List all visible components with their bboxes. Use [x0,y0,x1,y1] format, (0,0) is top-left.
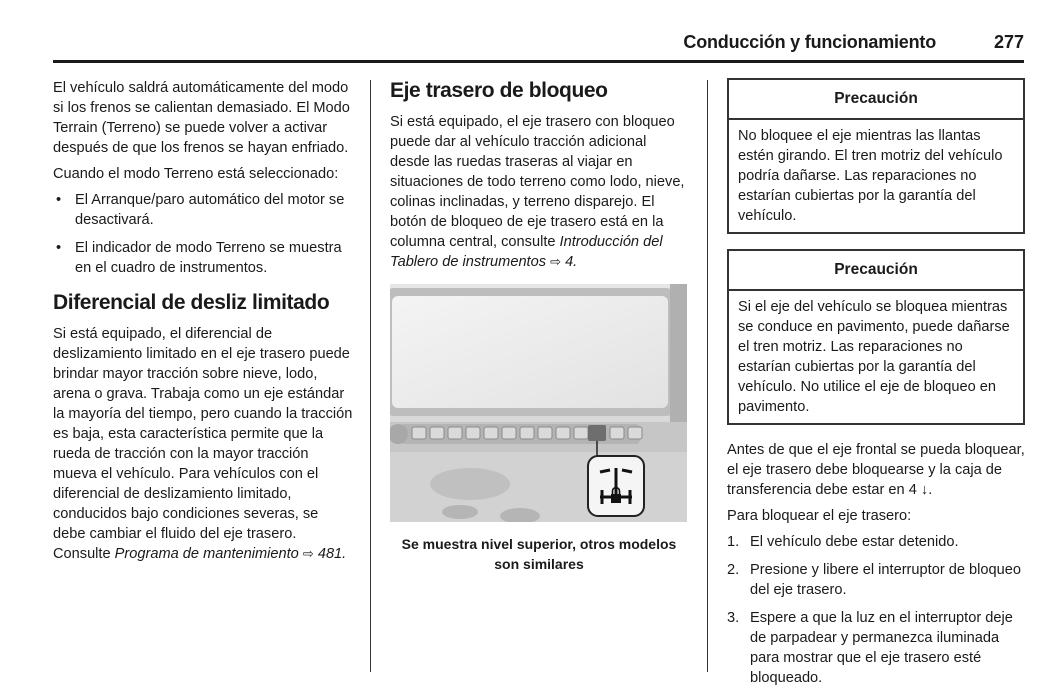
bullet-icon: • [56,240,62,256]
caution-box [727,78,1025,234]
caution-box [727,249,1025,425]
step-text: Espere a que la luz en el interruptor deje de parpadear y permanezca iluminada para mostrar que el eje trasero esté bloqueado. [750,610,1013,686]
dashboard-illustration [390,284,687,522]
bullet-icon: • [56,192,62,208]
list-item-text: El indicador de modo Terreno se muestra en el cuadro de instrumentos. [75,240,342,276]
section-heading: Diferencial de desliz limitado [53,291,330,314]
figure-caption: Se muestra nivel superior, otros modelos son similares [401,536,677,572]
step-number: 2. [727,562,740,578]
column-right [727,78,1025,696]
rear-axle-lock-button [588,425,606,441]
caution-title: Precaución [729,80,1023,120]
section-title: Conducción y funcionamiento [683,32,936,52]
step-number: 1. [727,534,740,550]
reference-arrow-icon: ⇨ [550,254,561,269]
steps-list [727,532,1025,688]
step-text: El vehículo debe estar detenido. [750,534,959,550]
paragraph-text: Antes de que el eje frontal se pueda bloquear, el eje trasero debe bloquearse y la caja de transferencia debe estar en 4 [727,442,1025,498]
paragraph: Cuando el modo Terreno está seleccionado: [53,166,339,182]
paragraph: Para bloquear el eje trasero: [727,508,912,524]
paragraph [390,112,688,272]
four-low-symbol: ↓. [920,482,933,498]
column-divider [370,80,371,672]
step-number: 3. [727,610,740,626]
step-text: Presione y libere el interruptor de bloqueo del eje trasero. [750,562,1021,598]
paragraph-text: Si está equipado, el diferencial de deslizamiento limitado en el eje trasero puede brindar mayor tracción sobre nieve, lodo, arena o grava. Trabaja como un eje estándar la mayoría del tiempo, pero cuando la tracción es baja, esta característica permite que la rueda de tracción con la mayor tracción mueva el vehículo. Para vehículos con el diferencial de deslizamiento limitado, conducidos bajo condiciones severas, se debe cambiar el fluido del eje trasero. Consulte [53,326,353,562]
list-item [727,532,1025,552]
list-item [53,190,353,230]
list-item-text: El Arranque/paro automático del motor se desactivará. [75,192,345,228]
bullet-list [53,190,353,278]
column-left [53,78,353,570]
list-item [53,238,353,278]
paragraph [727,440,1025,500]
caution-title: Precaución [729,251,1023,291]
reference-arrow-icon: ⇨ [302,546,314,561]
paragraph: El vehículo saldrá automáticamente del modo si los frenos se calientan demasiado. El Modo Terrain (Terreno) se puede volver a activar después de que los frenos se hayan enfriado. [53,80,350,156]
page-number: 277 [993,32,1024,52]
cross-reference-link[interactable]: Programa de mantenimiento [114,546,299,562]
paragraph [53,324,353,564]
paragraph-text: Si está equipado, el eje trasero con bloqueo puede dar al vehículo tracción adicional desde las ruedas traseras al viajar en situaciones de todo terreno como lodo, nieve, colinas inclinadas, y terreno disparejo. El botón de bloqueo de eje trasero está en la columna central, consulte [390,114,685,250]
section-heading: Eje trasero de bloqueo [390,79,608,102]
cross-reference-link[interactable]: Introducción del Tablero de instrumentos [390,234,663,270]
infotainment-screen [392,296,668,408]
list-item [727,560,1025,600]
page-reference: 481. [317,546,347,562]
column-middle [390,78,688,574]
caution-body: Si el eje del vehículo se bloquea mientras se conduce en pavimento, puede dañarse el tren motriz. Las reparaciones no estarían cubiertas por la garantía del vehículo. No utilice el eje de bloqueo en pavimento. [738,299,1010,415]
page-reference: 4. [565,254,578,270]
column-divider [707,80,708,672]
caution-body: No bloquee el eje mientras las llantas estén girando. El tren motriz del vehículo podría dañarse. Las reparaciones no estarían cubiertas por la garantía del vehículo. [738,128,1003,224]
list-item [727,608,1025,688]
dashboard-figure [390,284,687,522]
page-header [53,30,1024,63]
